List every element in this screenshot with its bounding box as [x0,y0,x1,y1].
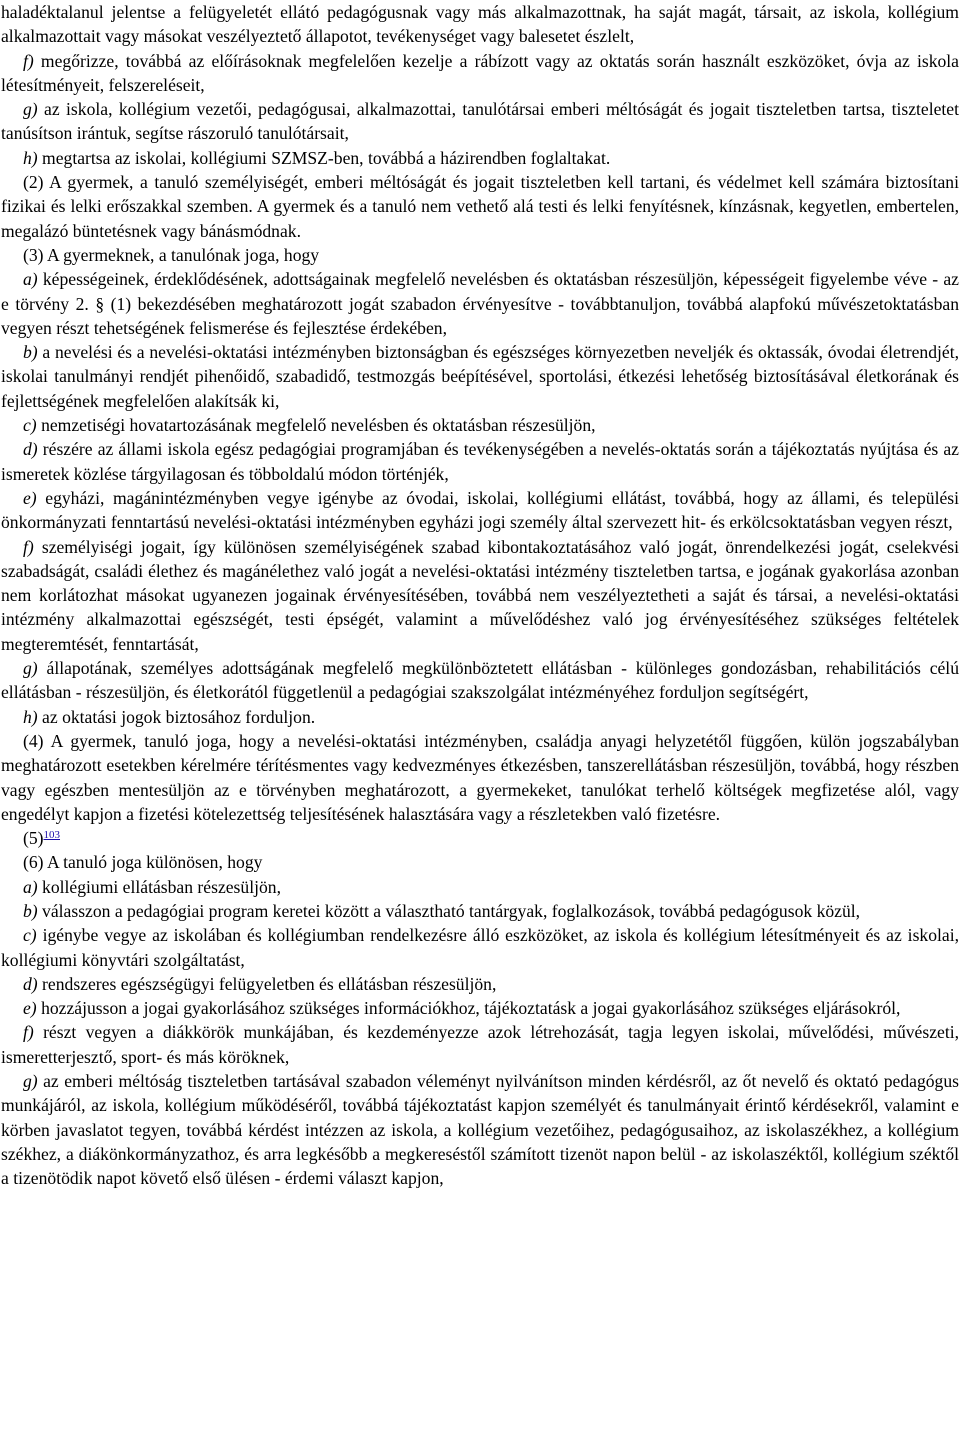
item-label: d) [23,973,38,994]
paragraph-text: válasszon a pedagógiai program keretei között a választható tantárgyak, foglalkozások, továbbá pedagógusok közül, [37,900,861,921]
paragraph [1,267,959,340]
paragraph [1,923,959,972]
paragraph [1,705,959,729]
item-label: g) [23,99,38,120]
paragraph [1,486,959,535]
paragraph [1,996,959,1020]
paragraph [1,97,959,146]
paragraph [1,49,959,98]
item-label: a) [23,876,38,897]
footnote-link[interactable]: 103 [43,829,61,842]
paragraph [1,1020,959,1069]
paragraph [1,656,959,705]
paragraph [1,340,959,413]
item-label: g) [23,1071,38,1092]
item-label: g) [23,658,38,679]
item-label: e) [23,998,37,1019]
paragraph-text: állapotának, személyes adottságának megfelelő megkülönböztetett ellátásban - különleges gondozásban, rehabilitációs célú ellátásban - részesüljön, és életkorától függetlenül a pedagógiai szakszolgálat intézményéhez forduljon segítségért, [1,658,959,703]
paragraph [1,146,959,170]
paragraph-text: igénybe vegye az iskolában és kollégiumban rendelkezésre álló eszközöket, az iskola és kollégium létesítményeit és az iskolai, kollégiumi könyvtári szolgáltatást, [1,925,959,970]
paragraph-text: haladéktalanul jelentse a felügyeletét ellátó pedagógusnak vagy más alkalmazottnak, ha saját magát, társait, az iskola, kollégium alkalmazottait vagy másokat veszélyeztető állapotot, tevékenységet vagy balesetet észlelt, [1,2,959,47]
paragraph-text: az emberi méltóság tiszteletben tartásával szabadon véleményt nyilvánítson minden kérdésről, az őt nevelő és oktató pedagógus munkájáról, az iskola, kollégium működéséről, továbbá tájékoztatást kapjon személyét és tanulmányait érintő kérdésekről, valamint e körben javaslatot tegyen, továbbá kérdést intézzen az iskola, a kollégium vezetőihez, pedagógusaihoz, az iskolaszékhez, a kollégium székhez, a diákönkormányzathoz, és arra legkésőbb a megkereséstől számított tizenöt napon belül - az iskolaszéktől, kollégium széktől a tizenötödik napot követő első ülésen - érdemi választ kapjon, [1,1071,959,1189]
paragraph-text: (6) A tanuló joga különösen, hogy [23,852,263,873]
paragraph-text: rendszeres egészségügyi felügyeletben és ellátásban részesüljön, [37,973,497,994]
item-label: h) [23,147,38,168]
paragraph-text: a nevelési és a nevelési-oktatási intézményben biztonságban és egészséges környezetben neveljék és oktassák, óvodai életrendjét, iskolai tanulmányi rendjét pihenőidő, szabadidő, testmozgás beépítésével, sportolási, étkezési lehetőség biztosításával életkorának és fejlettségének megfelelően alakítsák ki, [1,342,959,411]
paragraph-text: (2) A gyermek, a tanuló személyiségét, emberi méltóságát és jogait tiszteletben kell tartani, és védelmet kell számára biztosítani fizikai és lelki erőszakkal szemben. A gyermek és a tanuló nem vethető alá testi és lelki fenyítésnek, kínzásnak, kegyetlen, embertelen, megalázó büntetésnek vagy bánásmódnak. [1,172,959,241]
paragraph [1,899,959,923]
paragraph-text: kollégiumi ellátásban részesüljön, [37,876,281,897]
paragraph-text: az oktatási jogok biztosához forduljon. [37,706,316,727]
paragraph [1,243,959,267]
paragraph-text: nemzetiségi hovatartozásának megfelelő nevelésben és oktatásban részesüljön, [36,415,596,436]
paragraph [1,1069,959,1190]
paragraph [1,437,959,486]
item-label: f) [23,50,34,71]
paragraph-text: egyházi, magánintézményben vegye igénybe az óvodai, iskolai, kollégiumi ellátást, továbbá, hogy az állami, és települési önkormányzati fenntartású nevelési-oktatási intézményben egyházi jogi személy által szervezett hit- és erkölcsoktatásban vegyen részt, [1,487,959,533]
item-label: b) [23,342,38,363]
item-label: e) [23,487,37,508]
item-label: f) [23,1022,34,1043]
paragraph-text: részt vegyen a diákkörök munkájában, és kezdeményezze azok létrehozását, tagja legyen iskolai, művelődési, művészeti, ismeretterjesztő, sport- és más köröknek, [1,1022,959,1067]
paragraph-text: hozzájusson a jogai gyakorlásához szükséges információkhoz, tájékoztatásk a jogai gyakorlásához szükséges eljárásokról, [36,998,901,1019]
paragraph-text: részére az állami iskola egész pedagógiai programjában és tevékenységében a nevelés-oktatás során a tájékoztatás nyújtása és az ismeretek közlése tárgyilagosan és többoldalú módon történjék, [1,439,959,484]
item-label: a) [23,269,38,290]
item-label: f) [23,536,34,557]
item-label: d) [23,439,38,460]
paragraph [1,535,959,656]
paragraph-text: (5) [23,828,44,849]
paragraph-text: (4) A gyermek, tanuló joga, hogy a nevelési-oktatási intézményben, családja anyagi helyzetétől függően, külön jogszabályban meghatározott esetekben kérelmére térítésmentes vagy kedvezményes étkezésben, tanszerellátásban részesüljön, továbbá, hogy részben vagy egészben mentesüljön az e törvényben meghatározott, a gyermekeket, tanulókat terhelő költségek megfizetése alól, vagy engedélyt kapjon a fizetési kötelezettség teljesítésének halasztására vagy a részletekben való fizetésre. [1,730,959,824]
paragraph-text: személyiségi jogait, így különösen személyiségének szabad kibontakoztatásához való jogát, önrendelkezési jogát, cselekvési szabadságát, családi élethez és magánélethez való jogát a nevelési-oktatási intézmény tiszteletben tartsa, e jogának gyakorlása azonban nem korlátozhat másokat ugyanezen jogainak érvényesítésében, továbbá nem veszélyeztetheti a saját és társai, a nevelési-oktatási intézmény alkalmazottai egészségét, testi épségét, valamint a művelődéshez való jog érvényesítéséhez szükséges feltételek megteremtését, fenntartását, [1,536,959,654]
paragraph [1,0,959,49]
paragraph [1,826,959,850]
item-label: h) [23,706,38,727]
paragraph [1,413,959,437]
paragraph-text: megtartsa az iskolai, kollégiumi SZMSZ-ben, továbbá a házirendben foglaltakat. [37,147,611,168]
item-label: c) [23,925,37,946]
paragraph-text: képességeinek, érdeklődésének, adottságainak megfelelő nevelésben és oktatásban részesüljön, képességeit figyelembe véve - az e törvény 2. § (1) bekezdésében meghatározott jogát szabadon érvényesítve - továbbtanuljon, továbbá alapfokú művészetoktatásban vegyen részt tehetségének felismerése és fejlesztése érdekében, [1,269,959,338]
paragraph-text: (3) A gyermeknek, a tanulónak joga, hogy [23,244,320,265]
paragraph-text: az iskola, kollégium vezetői, pedagógusai, alkalmazottai, tanulótársai emberi méltóságát és jogait tiszteletben tartsa, tiszteletet tanúsítson irántuk, segítse rászoruló tanulótársait, [1,99,959,144]
paragraph [1,170,959,243]
item-label: b) [23,900,38,921]
paragraph [1,850,959,874]
paragraph [1,729,959,826]
paragraph [1,875,959,899]
paragraph-text: megőrizze, továbbá az előírásoknak megfelelően kezelje a rábízott vagy az oktatás során használt eszközöket, óvja az iskola létesítményeit, felszereléseit, [1,50,959,95]
item-label: c) [23,415,37,436]
paragraph [1,972,959,996]
